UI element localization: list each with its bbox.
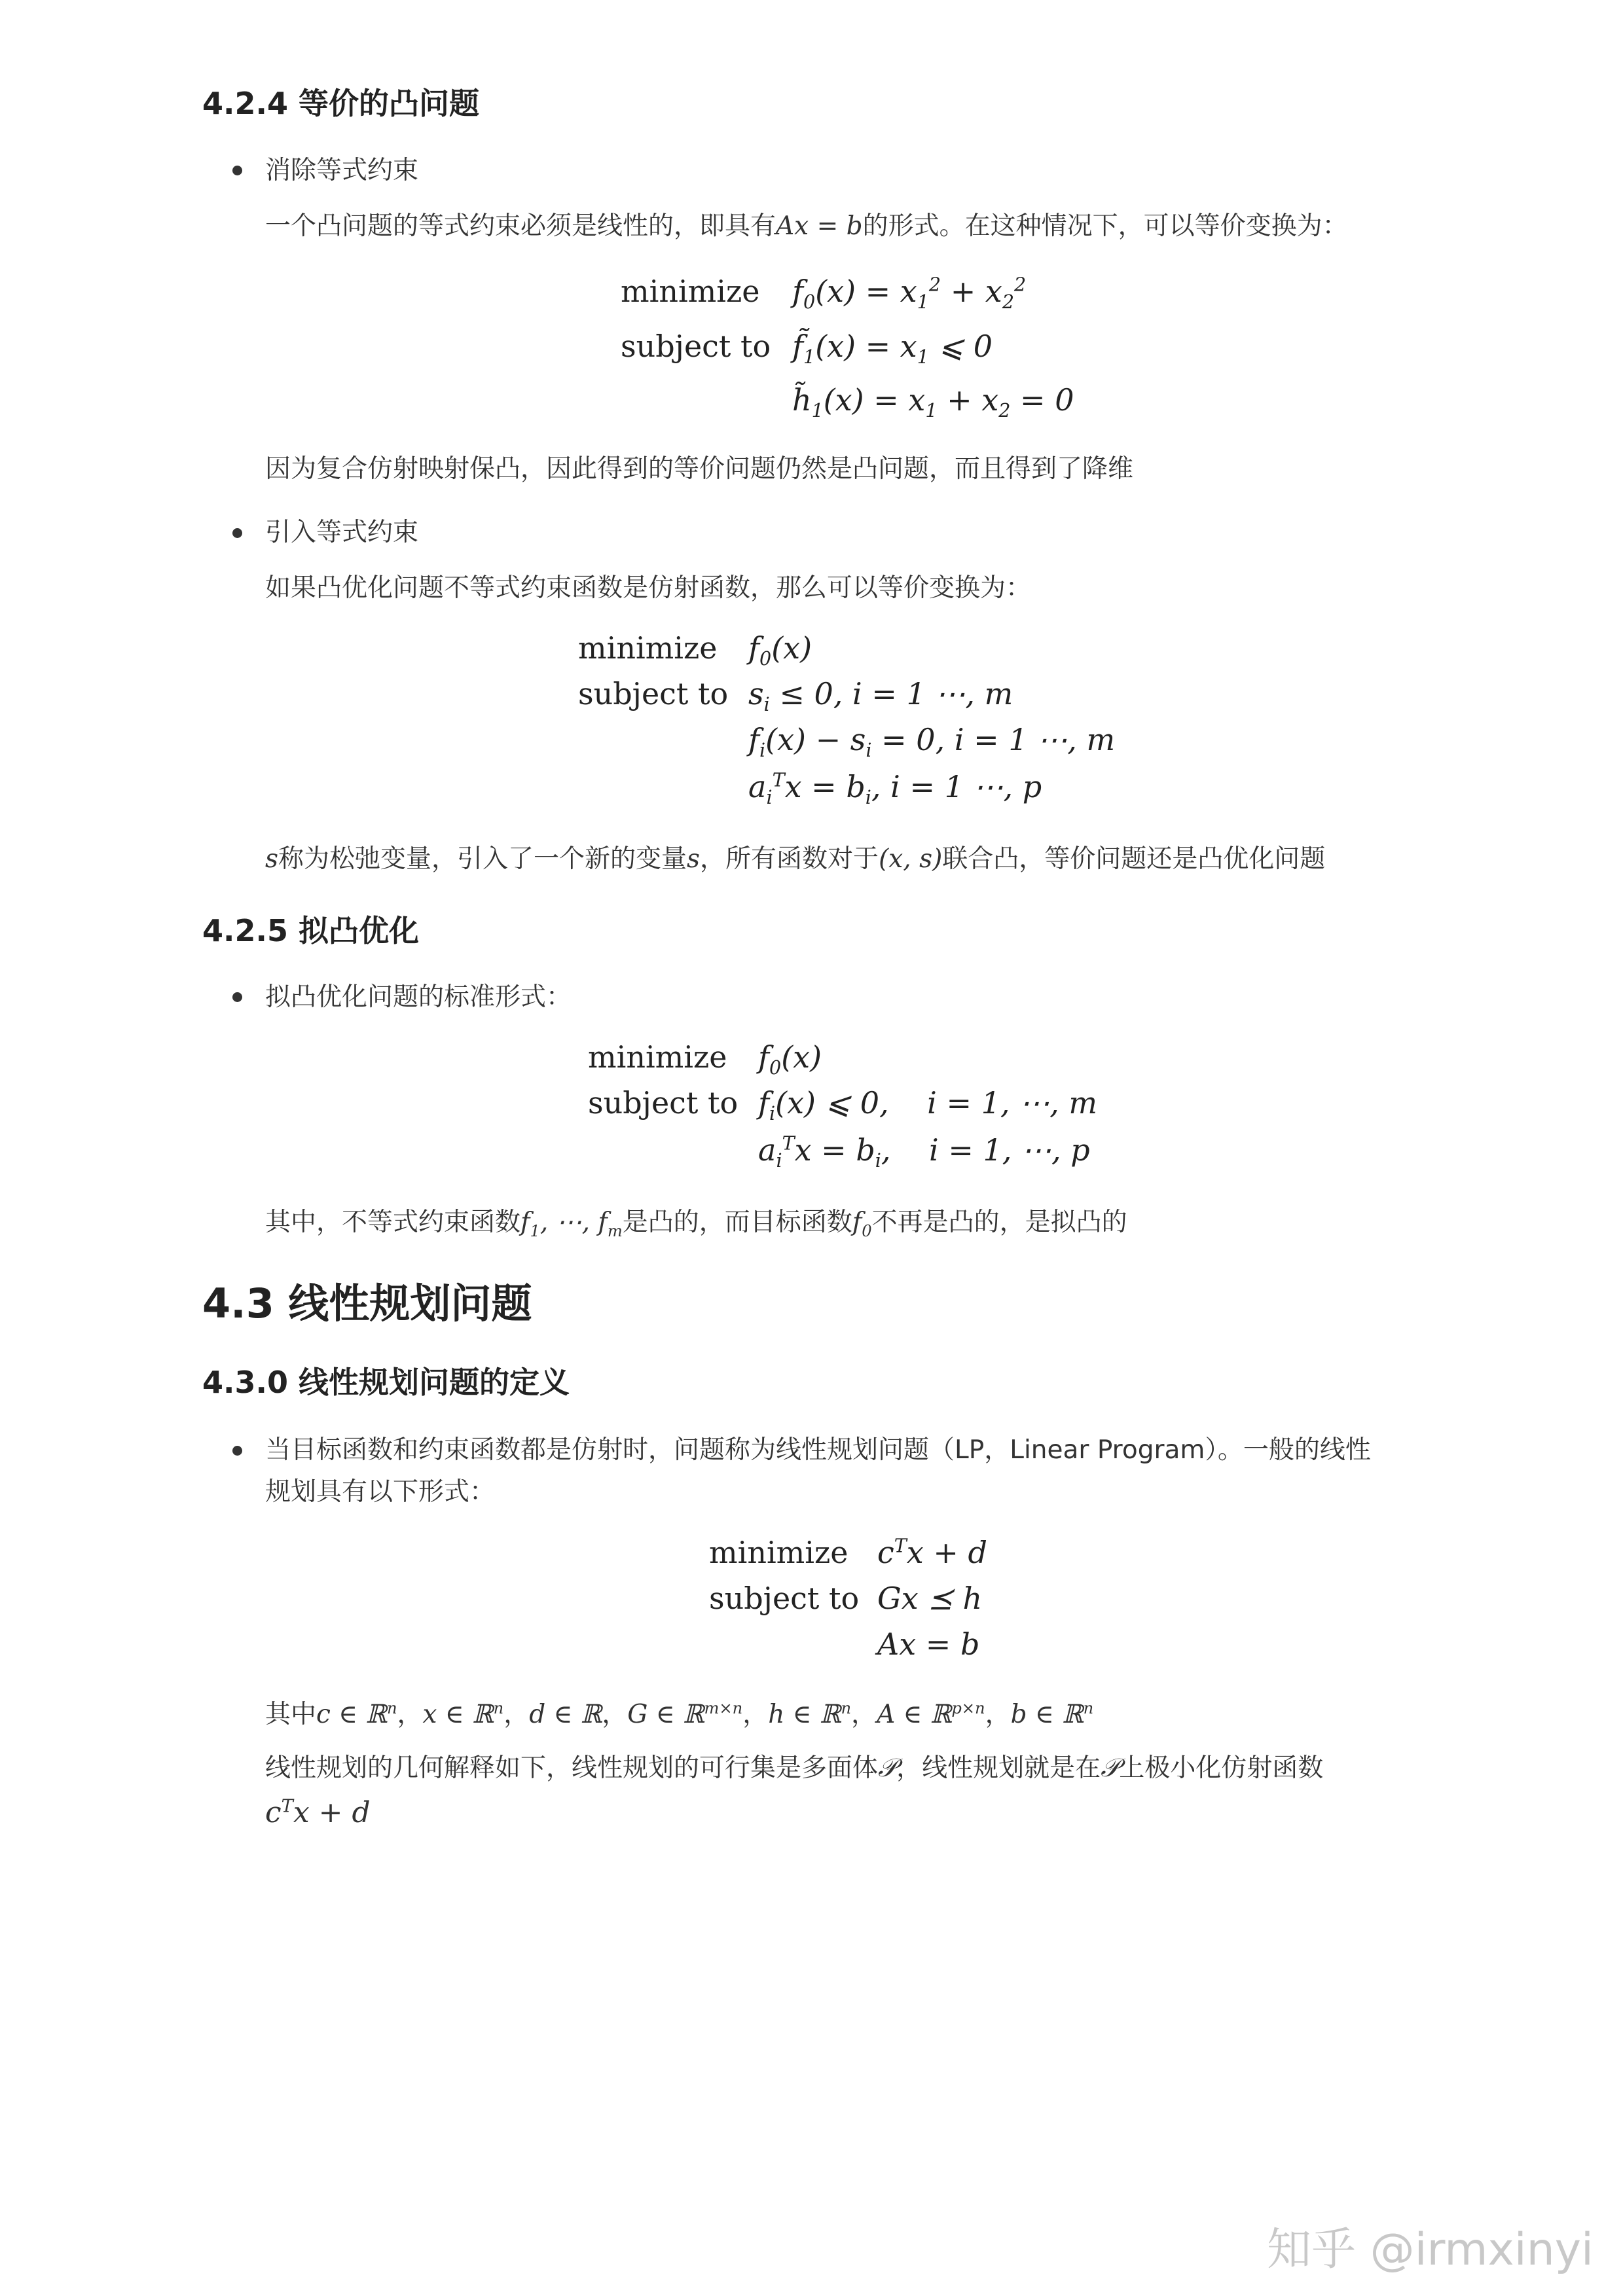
math-inline: Ax = b [776, 211, 863, 241]
paragraph-eq-constraint [265, 207, 1348, 246]
math-constraint-1: Gx ⪯ h [877, 1581, 983, 1616]
math-objective-expr: $f_0(x) = x_1^2 + x_2^2$ [792, 274, 1027, 314]
math-subject-row [621, 329, 771, 364]
math-constraint-2: $h̃_1(x) = x_1 + x_2 = 0$ [792, 382, 1074, 422]
text-segment: 的形式。在这种情况下，可以等价变换为： [862, 211, 1348, 241]
math-subject-row [709, 1581, 859, 1616]
note-dimension-reduction: 因为复合仿射映射保凸，因此得到的等价问题仍然是凸问题，而且得到了降维 [265, 454, 1134, 484]
math-constraint-1: $f̃_1(x) = x_1$ ⩽ 0 [792, 329, 993, 368]
math-constraint-2: Ax = b [877, 1626, 980, 1662]
subject-to-label: subject to [578, 676, 729, 711]
math-objective-row [578, 630, 717, 666]
note-quasiconvex [265, 1203, 1127, 1242]
subject-to-label: subject to [621, 329, 771, 364]
bullet-dot [232, 1446, 242, 1456]
math-objective-expr: $f_0(x)$ [758, 1039, 822, 1079]
text-segment: ，线性规划就是在 [896, 1753, 1101, 1783]
math-inline: b ∈ ℝ$^n$ [1010, 1699, 1094, 1729]
math-inline: $c^Tx + d$ [265, 1796, 371, 1829]
watermark: 知乎 @irmxinyi [1267, 2224, 1594, 2276]
math-subject-row [578, 676, 728, 711]
section-heading-4-3: 4.3 线性规划问题 [202, 1280, 532, 1327]
math-constraint-1: $f_i(x)$ ⩽ 0, i = 1, ⋯, m [758, 1085, 1098, 1125]
minimize-label: minimize [621, 274, 760, 309]
geometric-interpretation [265, 1749, 1323, 1788]
text-segment: 上极小化仿射函数 [1119, 1753, 1324, 1783]
math-objective-row [588, 1039, 727, 1075]
text-segment: 线性规划的几何解释如下，线性规划的可行集是多面体 [265, 1753, 879, 1783]
math-inline: A ∈ ℝ$^{p\times n}$ [877, 1699, 985, 1729]
math-inline: 𝒫 [878, 1753, 897, 1783]
section-heading-4-2-5: 4.2.5 拟凸优化 [202, 913, 419, 948]
math-objective-expr: $c^Tx + d$ [877, 1535, 987, 1570]
math-inline: d ∈ ℝ [529, 1700, 602, 1729]
math-inline: h ∈ ℝ$^n$ [768, 1699, 852, 1729]
subject-to-label: subject to [588, 1085, 739, 1121]
text-segment: 是凸的，而目标函数 [622, 1208, 852, 1237]
section-heading-4-2-4: 4.2.4 等价的凸问题 [202, 86, 479, 121]
paragraph-affine: 如果凸优化问题不等式约束函数是仿射函数，那么可以等价变换为： [265, 573, 1032, 603]
geometric-interpretation-2 [265, 1791, 371, 1835]
text-segment: ，所有函数对于 [700, 844, 879, 874]
math-constraint-3: $a_i^Tx = b_i$, i = 1 ⋯, p [748, 769, 1042, 809]
text-segment: 其中 [265, 1700, 317, 1729]
math-inline: G ∈ ℝ$^{m\times n}$ [627, 1699, 743, 1729]
minimize-label: minimize [588, 1039, 727, 1075]
math-constraint-2: $f_i(x) - s_i = 0$, i = 1 ⋯, m [748, 722, 1116, 762]
math-constraint-2: $a_i^Tx = b_i$, i = 1, ⋯, p [758, 1132, 1090, 1172]
paragraph-lp-definition: 当目标函数和约束函数都是仿射时，问题称为线性规划问题（LP，Linear Program）。一般的线性 [265, 1435, 1371, 1465]
section-heading-4-3-0: 4.3.0 线性规划问题的定义 [202, 1365, 570, 1400]
bullet-dot [232, 528, 242, 538]
bullet-label-quasiconvex: 拟凸优化问题的标准形式： [265, 982, 572, 1012]
note-slack-variable [265, 840, 1325, 879]
math-inline: s [265, 844, 279, 874]
math-inline: s [687, 844, 701, 874]
subject-to-label: subject to [709, 1581, 860, 1616]
math-constraint-1: $s_i \le 0$, i = 1 ⋯, m [748, 676, 1013, 716]
math-objective-row [709, 1535, 848, 1570]
bullet-label-introduce: 引入等式约束 [265, 518, 419, 547]
text-segment: 不再是凸的，是拟凸的 [871, 1208, 1127, 1237]
bullet-dot [232, 992, 242, 1002]
text-segment: 联合凸，等价问题还是凸优化问题 [942, 844, 1326, 874]
math-objective-row [621, 274, 759, 309]
math-subject-row [588, 1085, 738, 1121]
minimize-label: minimize [578, 630, 718, 666]
bullet-dot [232, 166, 242, 175]
math-inline: x ∈ ℝ$^n$ [422, 1699, 504, 1729]
math-objective-expr: $f_0(x)$ [748, 630, 812, 670]
math-inline: $f_0$ [852, 1208, 872, 1240]
text-segment: 称为松弛变量，引入了一个新的变量 [278, 844, 687, 874]
math-inline: $f_1$, ⋯, $f_m$ [520, 1208, 623, 1240]
minimize-label: minimize [709, 1535, 848, 1570]
bullet-label-eliminate: 消除等式约束 [265, 156, 419, 185]
math-inline: c ∈ ℝ$^n$ [316, 1699, 397, 1729]
math-inline: 𝒫 [1101, 1753, 1120, 1783]
text-segment: 其中，不等式约束函数 [265, 1208, 521, 1237]
math-inline: (x, s) [879, 844, 943, 874]
paragraph-lp-definition-2: 规划具有以下形式： [265, 1477, 496, 1507]
text-segment: 一个凸问题的等式约束必须是线性的，即具有 [265, 211, 776, 241]
domain-line: 其中c ∈ ℝ$^n$，x ∈ ℝ$^n$，d ∈ ℝ，G ∈ ℝ$^{m\times n}$，h ∈ ℝ$^n$，A ∈ ℝ$^{p\times n}$，b ∈ ℝ$^n$ [265, 1699, 1094, 1729]
